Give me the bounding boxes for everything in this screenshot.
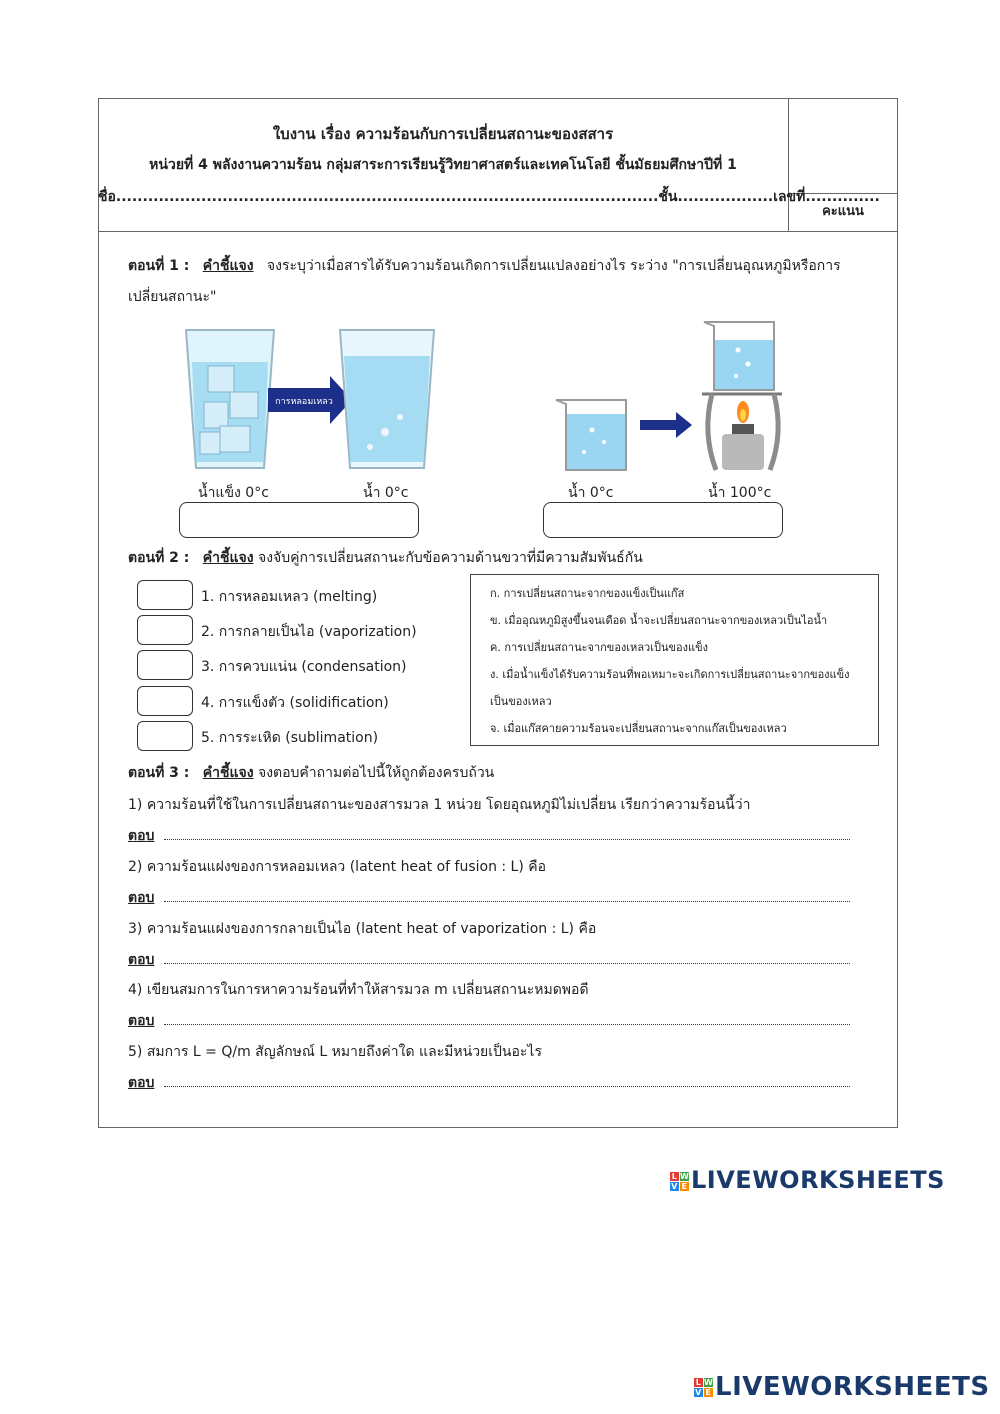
heating-illustration xyxy=(552,318,792,473)
answer-label-5: ตอบ xyxy=(128,1075,155,1091)
match-box-2[interactable] xyxy=(137,615,193,645)
answer-label-3: ตอบ xyxy=(128,952,155,968)
option-4: ง. เมื่อน้ำแข็งได้รับความร้อนที่พอเหมาะจะเกิดการเปลี่ยนสถานะจากของแข็ง xyxy=(490,668,850,681)
part2-directive: คำชี้แจง xyxy=(202,550,254,566)
match-item-3: 3. การควบแน่น (condensation) xyxy=(201,659,407,675)
answer-box-2[interactable] xyxy=(543,502,783,538)
option-5: จ. เมื่อแก๊สคายความร้อนจะเปลี่ยนสถานะจากแก๊สเป็นของเหลว xyxy=(490,722,787,735)
part1-label: ตอนที่ 1 : xyxy=(128,258,190,274)
option-2: ข. เมื่ออุณหภูมิสูงขึ้นจนเดือด น้ำจะเปลี่ยนสถานะจากของเหลวเป็นไอน้ำ xyxy=(490,614,828,627)
answer-line-5[interactable] xyxy=(164,1086,850,1087)
question-2: 2) ความร้อนแฝงของการหลอมเหลว (latent heat of fusion : L) คือ xyxy=(128,859,547,875)
question-3: 3) ความร้อนแฝงของการกลายเป็นไอ (latent heat of vaporization : L) คือ xyxy=(128,921,597,937)
answer-box-1[interactable] xyxy=(179,502,419,538)
match-box-5[interactable] xyxy=(137,721,193,751)
caption-ice: น้ำแข็ง 0°c xyxy=(198,485,269,501)
melting-arrow xyxy=(268,376,352,424)
part3-label: ตอนที่ 3 : xyxy=(128,765,190,781)
beaker-cold xyxy=(556,400,626,470)
ice-glass xyxy=(186,330,274,468)
liveworksheets-logo-mid xyxy=(670,1166,945,1194)
option-1: ก. การเปลี่ยนสถานะจากของแข็งเป็นแก๊ส xyxy=(490,587,685,600)
part1-heading xyxy=(128,251,841,281)
caption-water-hot: น้ำ 100°c xyxy=(708,485,772,501)
question-4: 4) เขียนสมการในการหาความร้อนที่ทำให้สารมวล m เปลี่ยนสถานะหมดพอดี xyxy=(128,982,589,998)
answer-line-3[interactable] xyxy=(164,963,850,964)
logo-mark-icon: L W V E xyxy=(695,1378,714,1397)
part1-instruction-cont: เปลี่ยนสถานะ" xyxy=(128,289,217,305)
logo-mark-icon: L W V E xyxy=(671,1171,690,1191)
match-box-4[interactable] xyxy=(137,686,193,716)
answer-line-2[interactable] xyxy=(164,901,850,902)
match-box-1[interactable] xyxy=(137,580,193,610)
score-label: คะแนน xyxy=(822,204,864,219)
worksheet-subtitle: หน่วยที่ 4 พลังงานความร้อน กลุ่มสาระการเรียนรู้วิทยาศาสตร์และเทคโนโลยี ชั้นมัธยมศึกษาปีที่ 1 xyxy=(149,157,737,173)
question-1: 1) ความร้อนที่ใช้ในการเปลี่ยนสถานะของสารมวล 1 หน่วย โดยอุณหภูมิไม่เปลี่ยน เรียกว่าความร้อนนี้ว่า xyxy=(128,797,751,813)
match-item-4: 4. การแข็งตัว (solidification) xyxy=(201,695,389,711)
part2-heading xyxy=(128,543,643,573)
match-item-5: 5. การระเหิด (sublimation) xyxy=(201,730,379,746)
name-class-line[interactable]: ชื่อ......................................................................................................ชั้น..................เลขที่.............. xyxy=(98,189,880,205)
match-item-2: 2. การกลายเป็นไอ (vaporization) xyxy=(201,624,417,640)
match-box-3[interactable] xyxy=(137,650,193,680)
caption-water: น้ำ 0°c xyxy=(363,485,409,501)
heating-arrow xyxy=(640,412,692,438)
answer-line-1[interactable] xyxy=(164,839,850,840)
option-3: ค. การเปลี่ยนสถานะจากของเหลวเป็นของแข็ง xyxy=(490,641,708,654)
answer-label-2: ตอบ xyxy=(128,890,155,906)
worksheet-title: ใบงาน เรื่อง ความร้อนกับการเปลี่ยนสถานะของสสาร xyxy=(272,125,614,143)
logo-text: LIVEWORKSHEETS xyxy=(691,1166,945,1194)
water-glass xyxy=(340,330,434,468)
part3-heading xyxy=(128,758,494,788)
header-divider xyxy=(98,231,898,232)
match-item-1: 1. การหลอมเหลว (melting) xyxy=(201,589,378,605)
liveworksheets-logo-bottom xyxy=(694,1372,990,1402)
answer-label-1: ตอบ xyxy=(128,828,155,844)
part1-directive: คำชี้แจง xyxy=(202,258,254,274)
answer-line-4[interactable] xyxy=(164,1024,850,1025)
arrow-label: การหลอมเหลว xyxy=(275,397,333,407)
beaker-heated xyxy=(702,322,782,470)
part2-instruction: จงจับคู่การเปลี่ยนสถานะกับข้อความด้านขวาที่มีความสัมพันธ์กัน xyxy=(258,550,643,566)
part2-label: ตอนที่ 2 : xyxy=(128,550,190,566)
part3-instruction: จงตอบคำถามต่อไปนี้ให้ถูกต้องครบถ้วน xyxy=(258,765,495,781)
option-4-cont: เป็นของเหลว xyxy=(490,695,552,708)
question-5: 5) สมการ L = Q/m สัญลักษณ์ L หมายถึงค่าใด และมีหน่วยเป็นอะไร xyxy=(128,1044,542,1060)
part3-directive: คำชี้แจง xyxy=(202,765,254,781)
caption-water-cold: น้ำ 0°c xyxy=(568,485,614,501)
answer-label-4: ตอบ xyxy=(128,1013,155,1029)
melting-illustration xyxy=(180,322,450,474)
part1-instruction: จงระบุว่าเมื่อสารได้รับความร้อนเกิดการเปลี่ยนแปลงอย่างไร ระว่าง "การเปลี่ยนอุณหภูมิหรือการ xyxy=(266,258,841,274)
logo-text: LIVEWORKSHEETS xyxy=(715,1372,990,1402)
